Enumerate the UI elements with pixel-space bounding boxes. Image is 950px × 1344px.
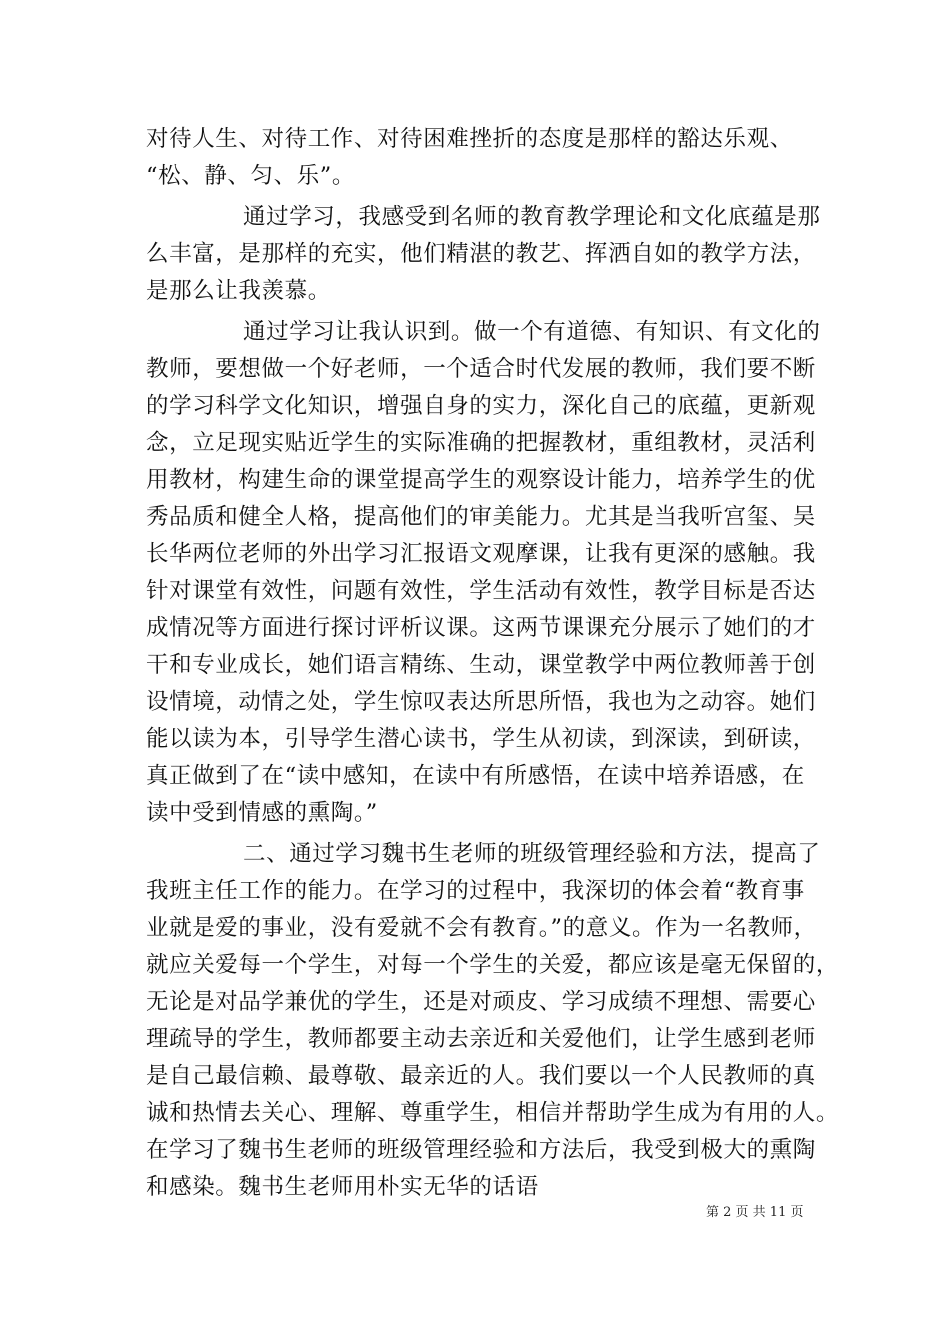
- text-line: 诚和热情去关心、理解、尊重学生，相信并帮助学生成为有用的人。: [146, 1100, 840, 1126]
- paragraph-first-line: 通过学习让我认识到。做一个有道德、有知识、有文化的: [243, 319, 821, 345]
- text-line: 无论是对品学兼优的学生，还是对顽皮、学习成绩不理想、需要心: [146, 989, 816, 1015]
- document-body: [146, 121, 840, 1206]
- text-line: 读中受到情感的熏陶。”: [146, 800, 378, 826]
- text-line: 在学习了魏书生老师的班级管理经验和方法后，我受到极大的熏陶: [146, 1137, 816, 1163]
- text-line: 成情况等方面进行探讨评析议课。这两节课课充分展示了她们的才: [146, 615, 816, 641]
- text-line: 教师，要想做一个好老师，一个适合时代发展的教师，我们要不断: [146, 356, 816, 382]
- text-line: 用教材，构建生命的课堂提高学生的观察设计能力，培养学生的优: [146, 467, 816, 493]
- text-line: 么丰富，是那样的充实，他们精湛的教艺、挥洒自如的教学方法，: [146, 241, 816, 267]
- text-line: 业就是爱的事业，没有爱就不会有教育。”的意义。作为一名教师，: [146, 915, 817, 941]
- text-line: 和感染。魏书生老师用朴实无华的话语: [146, 1174, 539, 1200]
- text-line: 秀品质和健全人格，提高他们的审美能力。尤其是当我听宫玺、吴: [146, 504, 816, 530]
- text-line: 针对课堂有效性，问题有效性，学生活动有效性，教学目标是否达: [146, 578, 816, 604]
- text-line: 是自己最信赖、最尊敬、最亲近的人。我们要以一个人民教师的真: [146, 1063, 816, 1089]
- text-line: 长华两位老师的外出学习汇报语文观摩课，让我有更深的感触。我: [146, 541, 816, 567]
- text-line: 对待人生、对待工作、对待困难挫折的态度是那样的豁达乐观、: [146, 126, 793, 152]
- text-line: 是那么让我羡慕。: [146, 278, 331, 304]
- page-number: 第 2 页 共 11 页: [706, 1205, 804, 1220]
- text-line: 真正做到了在“读中感知，在读中有所感悟，在读中培养语感，在: [146, 763, 805, 789]
- text-line: 的学习科学文化知识，增强自身的实力，深化自己的底蕴，更新观: [146, 393, 816, 419]
- text-line: 念，立足现实贴近学生的实际准确的把握教材，重组教材，灵活利: [146, 430, 816, 456]
- text-line: 就应关爱每一个学生，对每一个学生的关爱，都应该是毫无保留的，: [146, 952, 840, 978]
- text-line: “松、静、匀、乐”。: [146, 163, 356, 189]
- text-line: 能以读为本，引导学生潜心读书，学生从初读，到深读，到研读，: [146, 726, 816, 752]
- text-line: 设情境，动情之处，学生惊叹表达所思所悟，我也为之动容。她们: [146, 689, 816, 715]
- text-line: 干和专业成长，她们语言精练、生动，课堂教学中两位教师善于创: [146, 652, 816, 678]
- text-line: 我班主任工作的能力。在学习的过程中，我深切的体会着“教育事: [146, 878, 805, 904]
- paragraph-first-line: 通过学习，我感受到名师的教育教学理论和文化底蕴是那: [243, 204, 821, 230]
- text-line: 理疏导的学生，教师都要主动去亲近和关爱他们，让学生感到老师: [146, 1026, 816, 1052]
- paragraph-first-line: 二、通过学习魏书生老师的班级管理经验和方法，提高了: [243, 841, 821, 867]
